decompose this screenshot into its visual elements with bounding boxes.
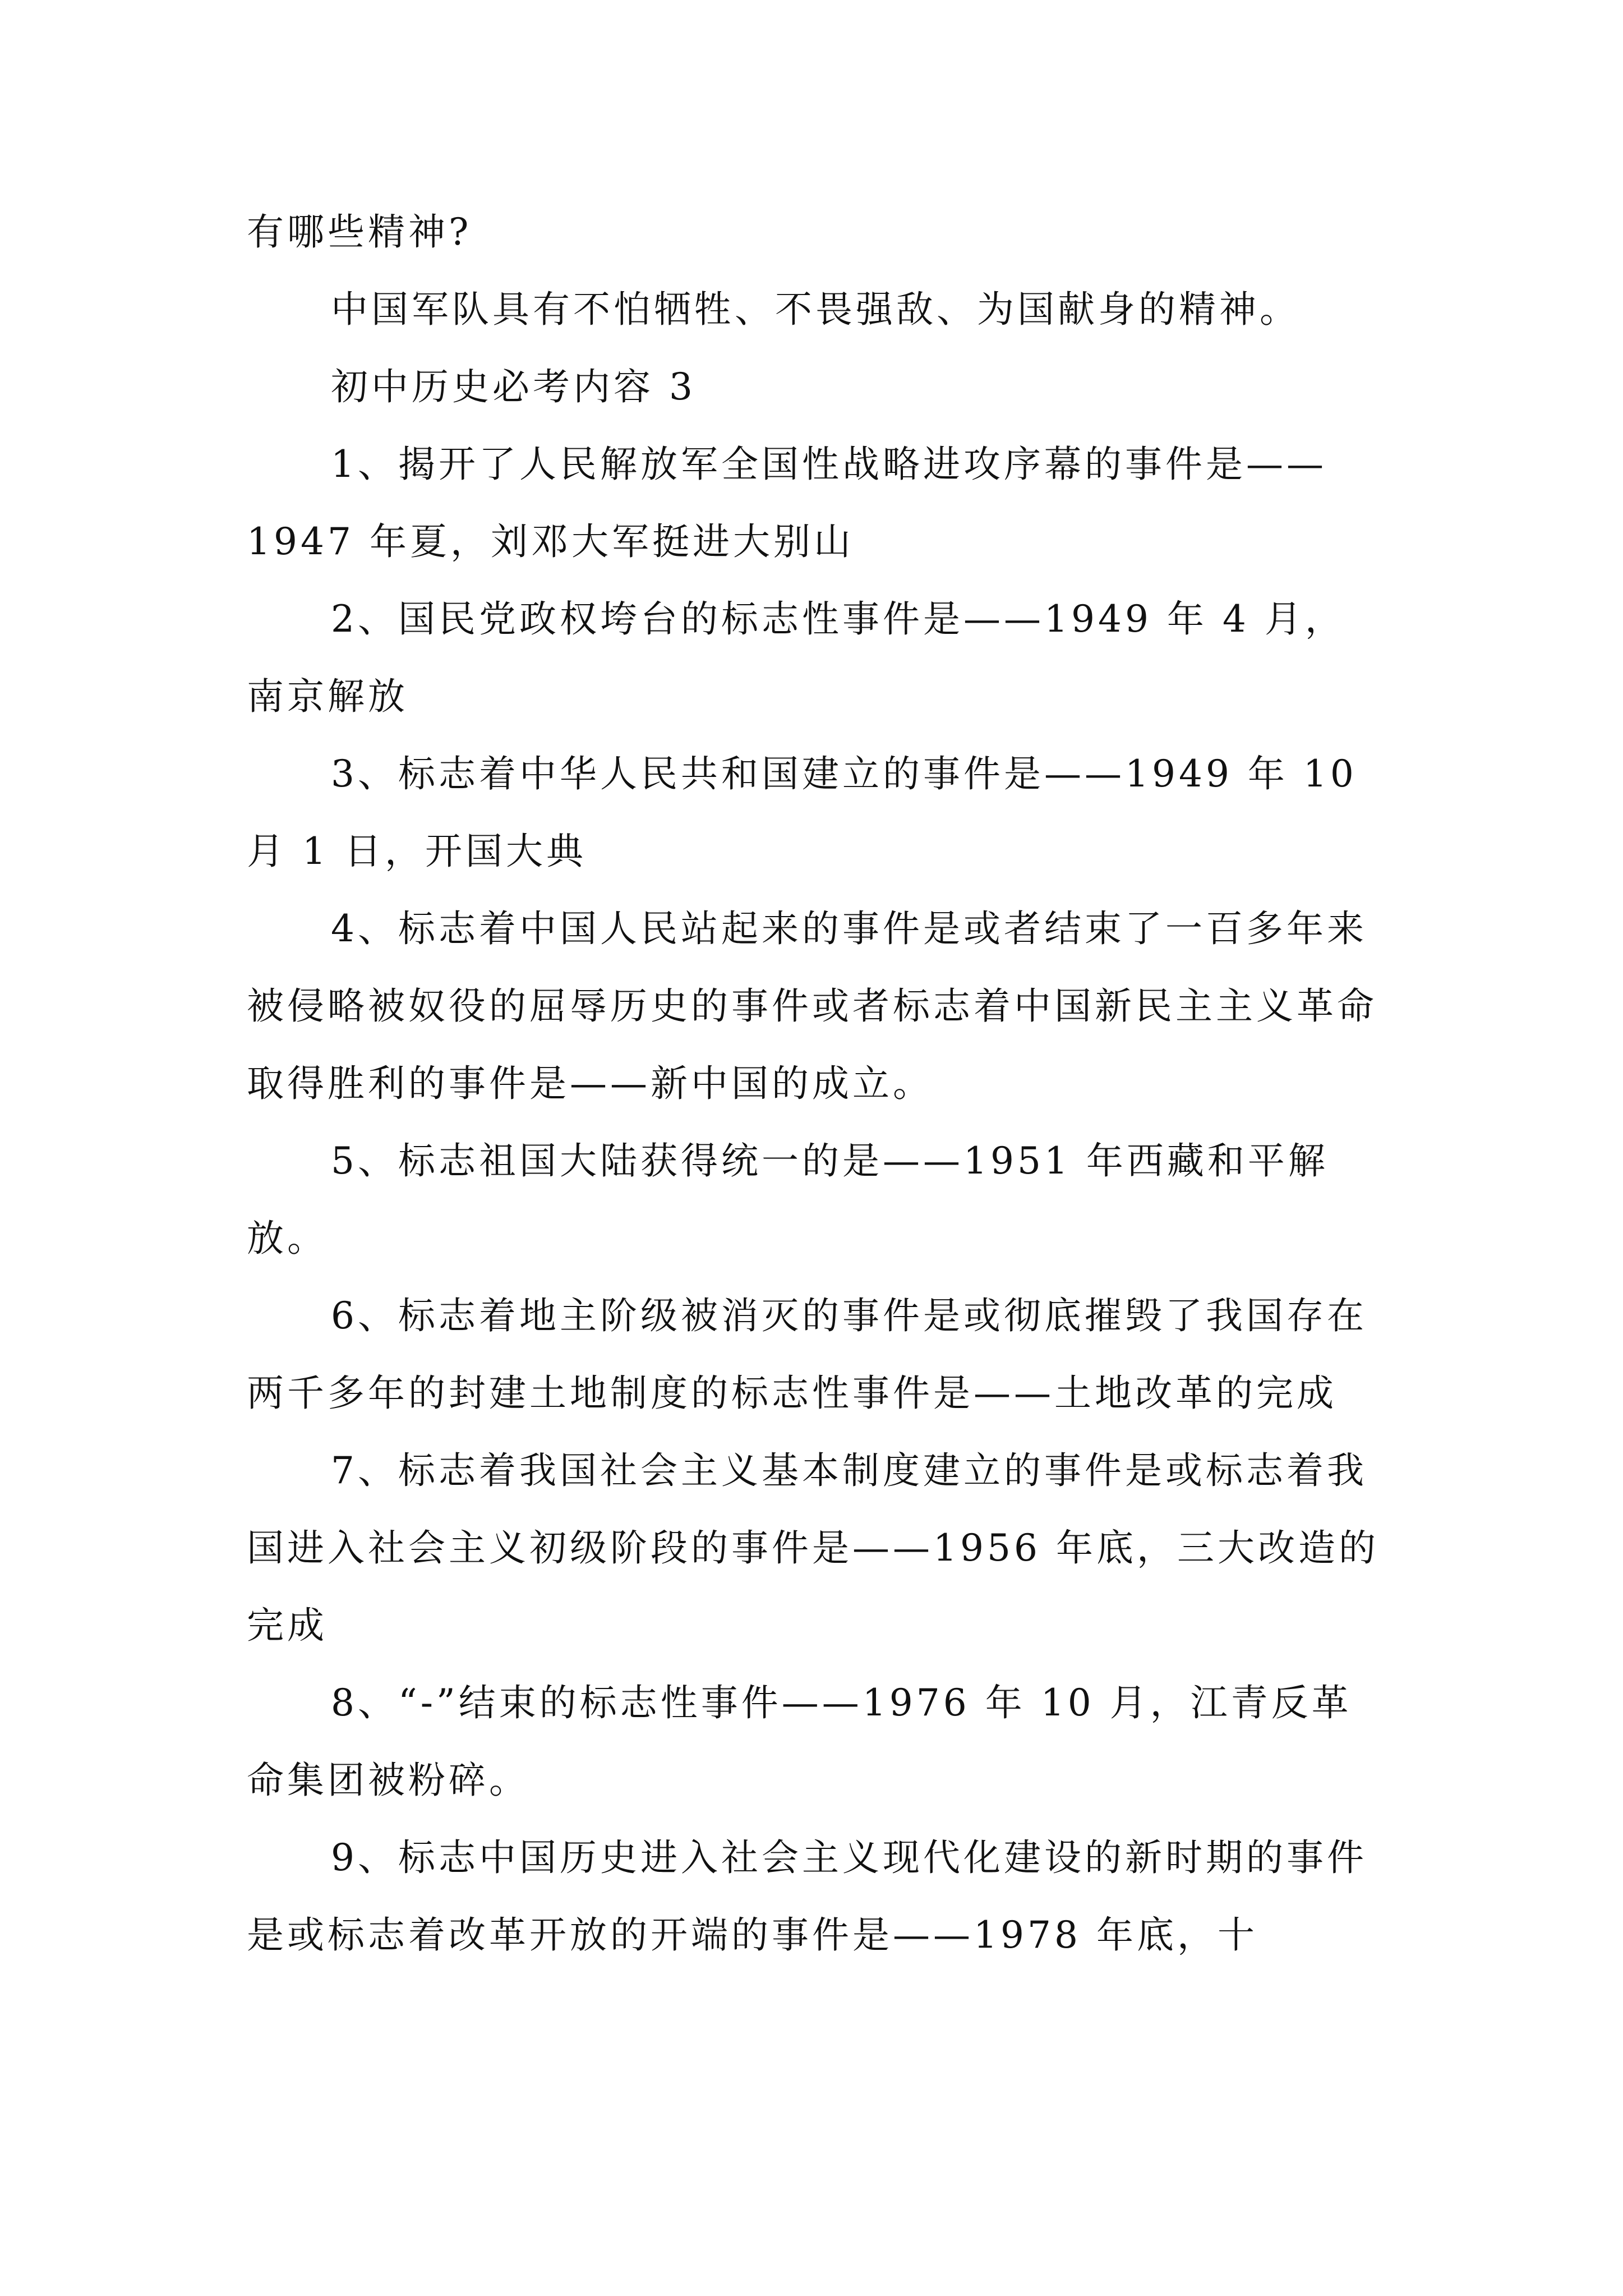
list-item-8: 8、“-”结束的标志性事件——1976 年 10 月，江青反革命集团被粉碎。 xyxy=(247,1681,1352,1802)
paragraph-answer: 中国军队具有不怕牺牲、不畏强敌、为国献身的精神。 xyxy=(331,288,1300,331)
list-item-9: 9、标志中国历史进入社会主义现代化建设的新时期的事件是或标志着改革开放的开端的事件是——1978 年底，十 xyxy=(247,1836,1367,1957)
list-item-6: 6、标志着地主阶级被消灭的事件是或彻底摧毁了我国存在两千多年的封建土地制度的标志性事件是——土地改革的完成 xyxy=(247,1294,1367,1415)
document-body xyxy=(247,194,1385,1974)
list-item-2: 2、国民党政权垮台的标志性事件是——1949 年 4 月，南京解放 xyxy=(247,597,1345,718)
list-item-1: 1、揭开了人民解放军全国性战略进攻序幕的事件是——1947 年夏，刘邓大军挺进大别山 xyxy=(247,443,1327,563)
paragraph-question-end: 有哪些精神? xyxy=(247,210,472,254)
list-item-7: 7、标志着我国社会主义基本制度建立的事件是或标志着我国进入社会主义初级阶段的事件是——1956 年底，三大改造的完成 xyxy=(247,1449,1379,1647)
list-item-3: 3、标志着中华人民共和国建立的事件是——1949 年 10 月 1 日，开国大典 xyxy=(247,752,1372,873)
list-item-5: 5、标志祖国大陆获得统一的是——1951 年西藏和平解放。 xyxy=(247,1139,1329,1260)
list-item-4: 4、标志着中国人民站起来的事件是或者结束了一百多年来被侵略被奴役的屈辱历史的事件或者标志着中国新民主主义革命取得胜利的事件是——新中国的成立。 xyxy=(247,907,1377,1105)
section-heading: 初中历史必考内容 3 xyxy=(331,365,696,408)
